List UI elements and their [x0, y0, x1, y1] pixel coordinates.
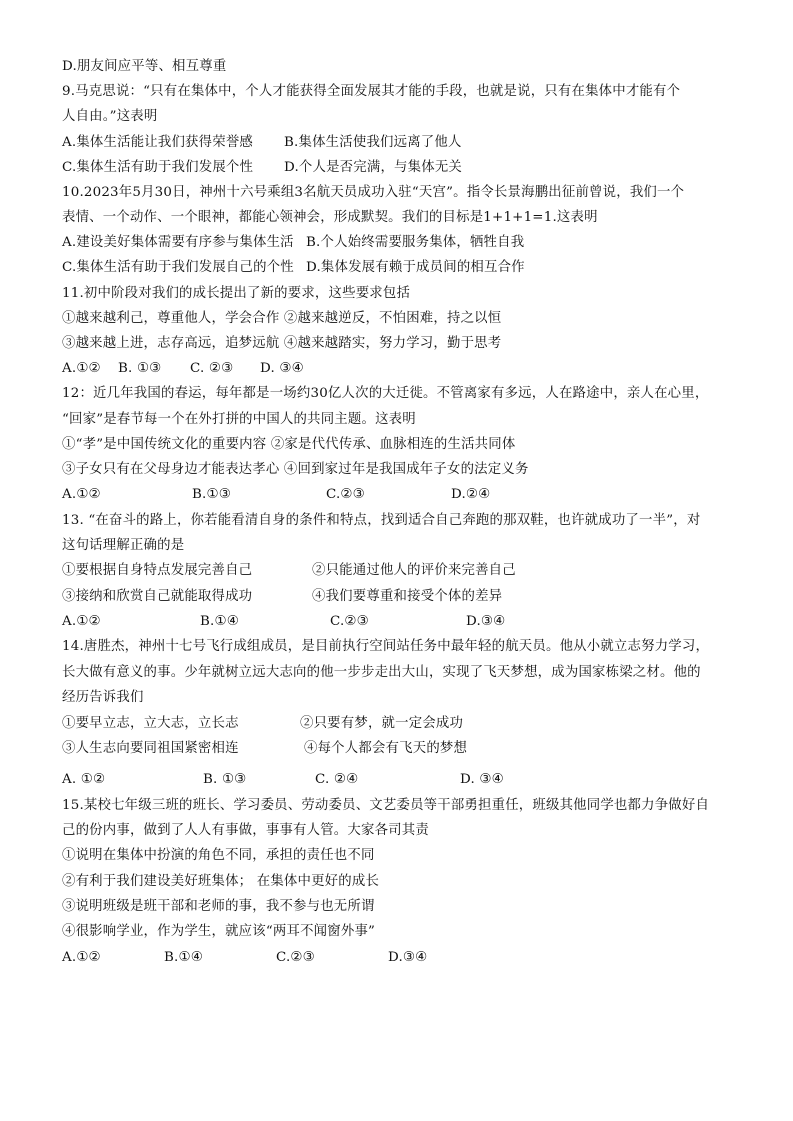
q12-choice-b: B.①③: [192, 487, 231, 502]
q13-choice-d: D.③④: [466, 614, 506, 629]
q12-stem-line-2: “回家”是春节每一个在外打拼的中国人的共同主题。这表明: [62, 412, 416, 427]
q10-stem-line-2: 表情、一个动作、一个眼神，都能心领神会，形成默契。我们的目标是1+1+1=1.这表明: [62, 210, 598, 225]
q11-items-row-2: ③越来越上进，志存高远，追梦远航 ④越来越踏实，努力学习，勤于思考: [62, 336, 502, 351]
q13-choice-b: B.①④: [200, 614, 239, 629]
q14-item-4: ④每个人都会有飞天的梦想: [304, 741, 468, 756]
q11-items-row-1: ①越来越利己，尊重他人，学会合作 ②越来越逆反，不怕困难，持之以恒: [62, 311, 502, 326]
q15-item-1: ①说明在集体中扮演的角色不同，承担的责任也不同: [62, 848, 375, 863]
q12-items-row-2: ③子女只有在父母身边才能表达孝心 ④回到家过年是我国成年子女的法定义务: [62, 462, 529, 477]
q14-item-3: ③人生志向要同祖国紧密相连: [62, 741, 239, 756]
q14-choice-c: C. ②④: [315, 772, 359, 787]
q15-item-3: ③说明班级是班干部和老师的事，我不参与也无所谓: [62, 899, 375, 914]
q14-choice-d: D. ③④: [460, 772, 504, 787]
q9-stem-line-2: 人自由。”这表明: [62, 109, 158, 124]
q9-option-a: A.集体生活能让我们获得荣誉感: [62, 135, 254, 150]
q13-item-4: ④我们要尊重和接受个体的差异: [312, 589, 503, 604]
q15-item-4: ④很影响学业，作为学生，就应该“两耳不闻窗外事”: [62, 924, 376, 939]
q10-stem-line-1: 10.2023年5月30日，神州十六号乘组3名航天员成功入驻“天宫”。指令长景海鹏出征前曾说，我们一个: [62, 185, 685, 200]
q9-option-b: B.集体生活使我们远离了他人: [284, 135, 462, 150]
q11-choice-d: D. ③④: [260, 361, 304, 376]
q13-item-1: ①要根据自身特点发展完善自己: [62, 563, 253, 578]
q15-choice-d: D.③④: [388, 950, 428, 965]
q10-option-a: A.建设美好集体需要有序参与集体生活: [62, 235, 294, 250]
q11-choice-c: C. ②③: [190, 361, 234, 376]
q10-option-b: B.个人始终需要服务集体，牺牲自我: [306, 235, 525, 250]
q14-item-1: ①要早立志，立大志，立长志: [62, 716, 239, 731]
q9-option-c: C.集体生活有助于我们发展个性: [62, 160, 254, 175]
q11-choice-b: B. ①③: [118, 361, 162, 376]
q14-item-2: ②只要有梦，就一定会成功: [300, 716, 464, 731]
q13-stem-line-2: 这句话理解正确的是: [62, 538, 185, 553]
q14-stem-line-1: 14.唐胜杰，神州十七号飞行成组成员，是目前执行空间站任务中最年轻的航天员。他从小就立志努力学习，: [62, 639, 710, 654]
q9-stem-line-1: 9.马克思说：“只有在集体中，个人才能获得全面发展其才能的手段，也就是说，只有在集体中才能有个: [62, 84, 681, 99]
q14-choice-a: A. ①②: [62, 772, 106, 787]
q12-choice-c: C.②③: [326, 487, 365, 502]
q15-stem-line-2: 己的份内事，做到了人人有事做，事事有人管。大家各司其责: [62, 823, 429, 838]
q14-choice-b: B. ①③: [203, 772, 247, 787]
q12-items-row-1: ①“孝”是中国传统文化的重要内容 ②家是代代传承、血脉相连的生活共同体: [62, 437, 516, 452]
q13-item-2: ②只能通过他人的评价来完善自己: [312, 563, 516, 578]
q13-choice-c: C.②③: [330, 614, 369, 629]
q12-stem-line-1: 12：近几年我国的春运，每年都是一场约30亿人次的大迁徙。不管离家有多远，人在路途中，亲人在心里，: [62, 386, 709, 401]
q10-option-d: D.集体发展有赖于成员间的相互合作: [306, 260, 525, 275]
q12-choice-a: A.①②: [62, 487, 101, 502]
q13-choice-a: A.①②: [62, 614, 101, 629]
q15-stem-line-1: 15.某校七年级三班的班长、学习委员、劳动委员、文艺委员等干部勇担重任，班级其他同学也都力争做好自: [62, 798, 710, 813]
q11-stem: 11.初中阶段对我们的成长提出了新的要求，这些要求包括: [62, 286, 411, 301]
q10-option-c: C.集体生活有助于我们发展自己的个性: [62, 260, 294, 275]
q8-option-d: D.朋友间应平等、相互尊重: [62, 59, 227, 74]
q11-choice-a: A.①②: [62, 361, 101, 376]
q13-stem-line-1: 13. “在奋斗的路上，你若能看清自身的条件和特点，找到适合自己奔跑的那双鞋，也许就成功了一半”，对: [62, 513, 701, 528]
q15-choice-b: B.①④: [164, 950, 203, 965]
q15-item-2: ②有利于我们建设美好班集体； 在集体中更好的成长: [62, 874, 380, 889]
q15-choice-c: C.②③: [276, 950, 315, 965]
q13-item-3: ③接纳和欣赏自己就能取得成功: [62, 589, 253, 604]
q14-stem-line-3: 经历告诉我们: [62, 690, 144, 705]
q15-choice-a: A.①②: [62, 950, 101, 965]
q14-stem-line-2: 长大做有意义的事。少年就树立远大志向的他一步步走出大山，实现了飞天梦想，成为国家栋梁之材。他的: [62, 665, 701, 680]
q12-choice-d: D.②④: [451, 487, 491, 502]
q9-option-d: D.个人是否完满，与集体无关: [284, 160, 463, 175]
